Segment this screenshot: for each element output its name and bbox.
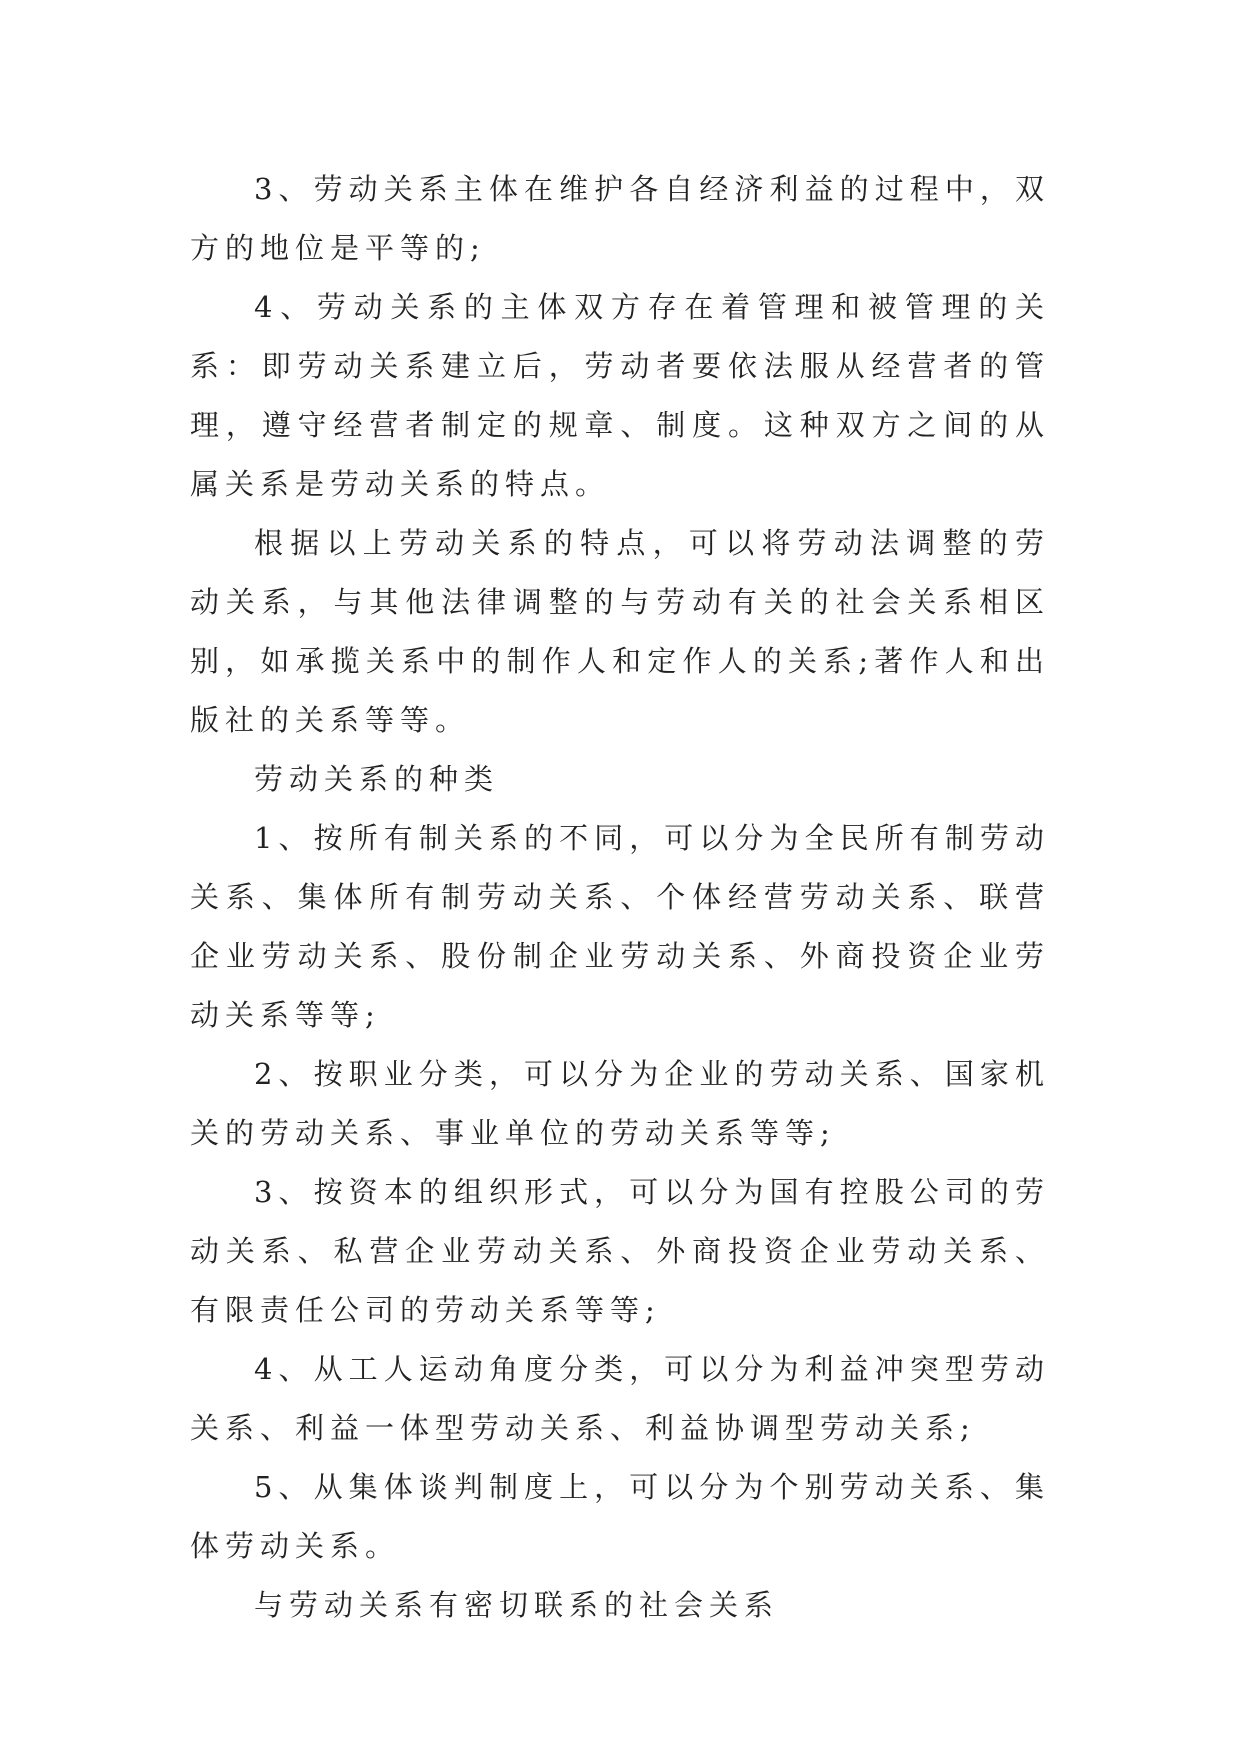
paragraph-type-capital: 3、按资本的组织形式，可以分为国有控股公司的劳动关系、私营企业劳动关系、外商投资企业劳动关系、有限责任公司的劳动关系等等; (190, 1175, 1050, 1327)
paragraph-management-relation: 4、劳动关系的主体双方存在着管理和被管理的关系：即劳动关系建立后，劳动者要依法服从经营者的管理，遵守经营者制定的规章、制度。这种双方之间的从属关系是劳动关系的特点。 (190, 290, 1050, 501)
paragraph-type-labor-movement: 4、从工人运动角度分类，可以分为利益冲突型劳动关系、利益一体型劳动关系、利益协调型劳动关系; (190, 1352, 1050, 1445)
section-heading-types: 劳动关系的种类 (254, 762, 500, 796)
paragraph-type-occupation: 2、按职业分类，可以分为企业的劳动关系、国家机关的劳动关系、事业单位的劳动关系等等; (190, 1057, 1050, 1150)
paragraph-distinction: 根据以上劳动关系的特点，可以将劳动法调整的劳动关系，与其他法律调整的与劳动有关的社会关系相区别，如承揽关系中的制作人和定作人的关系;著作人和出版社的关系等等。 (190, 526, 1050, 737)
paragraph-type-collective-bargaining: 5、从集体谈判制度上，可以分为个别劳动关系、集体劳动关系。 (190, 1470, 1050, 1563)
document-body (190, 160, 1050, 1635)
section-heading-related-relations: 与劳动关系有密切联系的社会关系 (254, 1588, 780, 1622)
paragraph-type-ownership: 1、按所有制关系的不同，可以分为全民所有制劳动关系、集体所有制劳动关系、个体经营劳动关系、联营企业劳动关系、股份制企业劳动关系、外商投资企业劳动关系等等; (190, 821, 1050, 1032)
paragraph-subject-equality: 3、劳动关系主体在维护各自经济利益的过程中，双方的地位是平等的; (190, 172, 1050, 265)
